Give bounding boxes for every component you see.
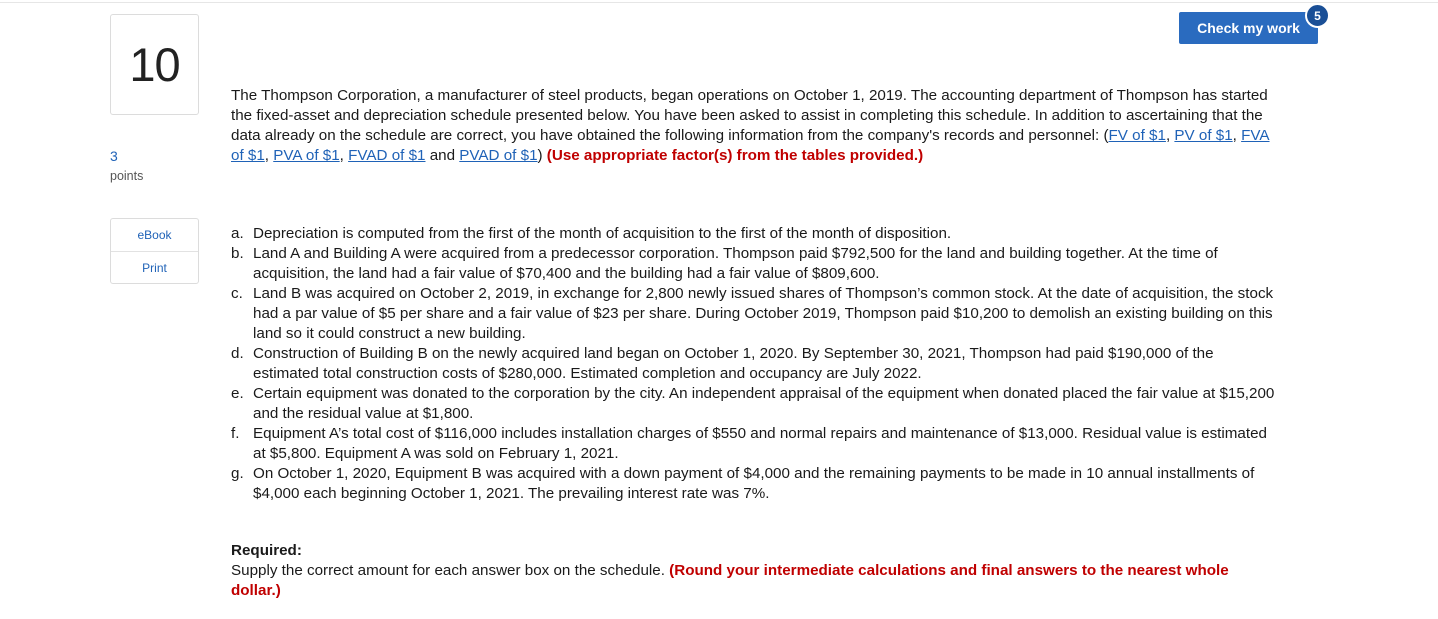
list-item	[231, 344, 1281, 384]
required-heading: Required:	[231, 542, 302, 559]
link-pvad[interactable]: PVAD of $1	[459, 147, 538, 164]
ebook-link[interactable]: eBook	[137, 228, 172, 242]
points-label: points	[110, 169, 144, 183]
required-instruction: (Round your intermediate calculations and final answers to the nearest whole dollar.)	[231, 562, 1229, 599]
check-attempts-badge: 5	[1305, 3, 1330, 28]
item-text: On October 1, 2020, Equipment B was acquired with a down payment of $4,000 and the remaining payments to be made in 10 annual installments of $4,000 each beginning October 1, 2021. The prevailing interest rate was 7%.	[253, 465, 1255, 502]
check-my-work-button[interactable]: Check my work	[1179, 12, 1318, 44]
item-letter: d.	[231, 345, 244, 362]
links-close: )	[537, 147, 547, 164]
item-letter: c.	[231, 285, 243, 302]
intro-instruction: (Use appropriate factor(s) from the tables provided.)	[546, 147, 924, 164]
list-item	[231, 244, 1281, 284]
required-paragraph	[231, 561, 1271, 601]
required-text: Supply the correct amount for each answer box on the schedule.	[231, 562, 670, 579]
link-pv[interactable]: PV of $1	[1174, 127, 1233, 144]
item-text: Equipment A’s total cost of $116,000 includes installation charges of $550 and normal repairs and maintenance of $13,000. Residual value is estimated at $5,800. Equipment A was sold on February 1, 2021.	[253, 425, 1267, 462]
item-letter: f.	[231, 425, 240, 442]
intro-text: The Thompson Corporation, a manufacturer of steel products, began operations on October 1, 2019. The accounting department of Thompson has started the fixed-asset and depreciation schedule presented below. You have been asked to assist in completing this schedule. In addition to ascertaining that the data already on the schedule are correct, you have obtained the following information from the company's records and personnel: (	[231, 87, 1268, 144]
link-separator: ,	[1232, 127, 1242, 144]
points-value: 3	[110, 148, 118, 164]
link-fva[interactable]: FVA of $1	[231, 127, 1270, 164]
item-text: Land A and Building A were acquired from a predecessor corporation. Thompson paid $792,500 for the land and building together. At the time of acquisition, the land had a fair value of $70,400 and the building had a fair value of $809,600.	[253, 245, 1218, 282]
link-and: and	[425, 147, 460, 164]
question-number: 10	[129, 38, 180, 91]
top-divider	[0, 2, 1438, 3]
list-item	[231, 464, 1281, 504]
print-link[interactable]: Print	[111, 251, 198, 284]
link-separator: ,	[1165, 127, 1175, 144]
item-letter: g.	[231, 465, 244, 482]
item-letter: b.	[231, 245, 244, 262]
link-fv[interactable]: FV of $1	[1108, 127, 1166, 144]
question-intro	[231, 86, 1271, 166]
link-fvad[interactable]: FVAD of $1	[348, 147, 426, 164]
list-item	[231, 384, 1281, 424]
question-number-box	[110, 14, 199, 115]
item-text: Construction of Building B on the newly acquired land began on October 1, 2020. By September 30, 2021, Thompson had paid $190,000 of the estimated total construction costs of $280,000. Estimated completion and occupancy are July 2022.	[253, 345, 1214, 382]
item-letter: a.	[231, 225, 244, 242]
item-text: Land B was acquired on October 2, 2019, in exchange for 2,800 newly issued shares of Thompson’s common stock. At the date of acquisition, the stock had a par value of $5 per share and a fair value of $23 per share. During October 2019, Thompson paid $10,200 to demolish an existing building on this land so it could construct a new building.	[253, 285, 1274, 342]
link-separator: ,	[264, 147, 274, 164]
intro-paragraph	[231, 86, 1271, 166]
item-letter: e.	[231, 385, 244, 402]
information-list	[231, 224, 1281, 504]
link-pva[interactable]: PVA of $1	[273, 147, 340, 164]
list-item	[231, 284, 1281, 344]
link-separator: ,	[339, 147, 349, 164]
item-text: Depreciation is computed from the first of the month of acquisition to the first of the month of disposition.	[253, 225, 952, 242]
list-item	[231, 224, 1281, 244]
list-item	[231, 424, 1281, 464]
required-section	[231, 541, 1271, 601]
item-text: Certain equipment was donated to the corporation by the city. An independent appraisal of the equipment when donated placed the fair value at $15,200 and the residual value at $1,800.	[253, 385, 1275, 422]
tools-panel	[110, 218, 199, 284]
